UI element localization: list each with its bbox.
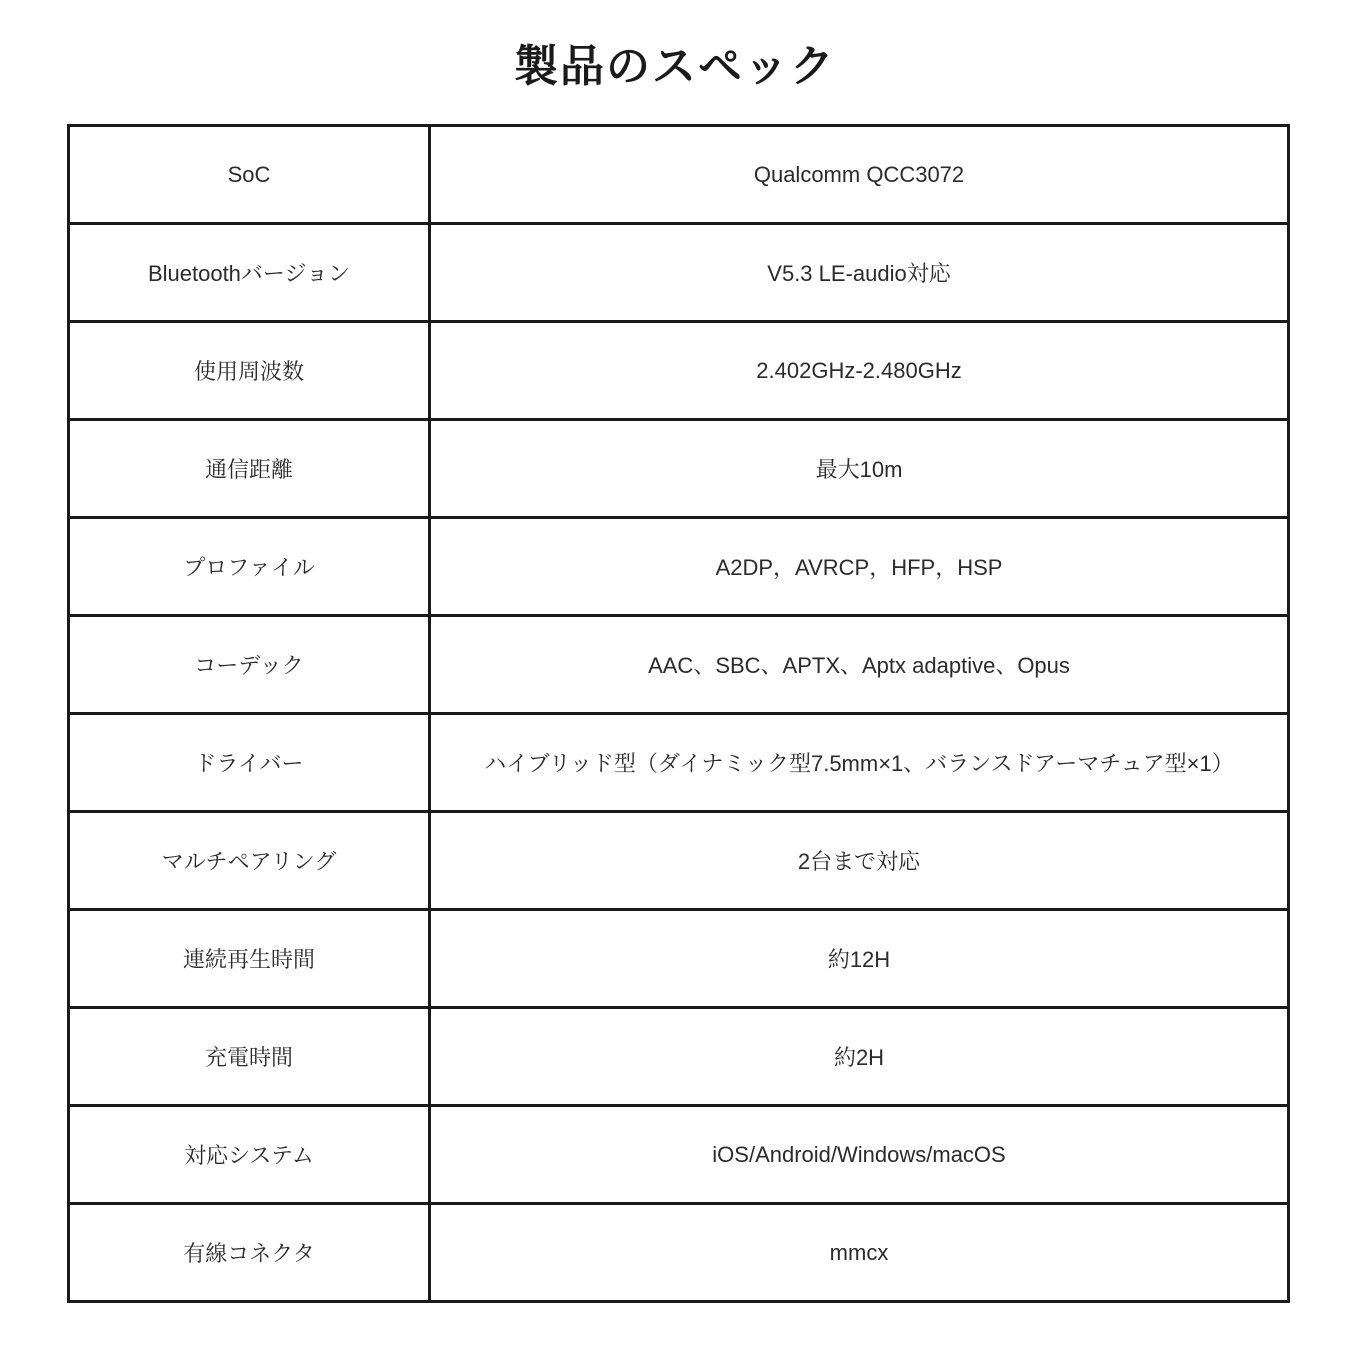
table-row bbox=[69, 1008, 1289, 1106]
spec-table bbox=[67, 124, 1290, 1303]
spec-label-profiles: プロファイル bbox=[69, 518, 430, 616]
spec-value-frequency: 2.402GHz-2.480GHz bbox=[430, 322, 1289, 420]
spec-value-playback-time: 約12H bbox=[430, 910, 1289, 1008]
page-title: 製品のスペック bbox=[514, 42, 836, 91]
table-row bbox=[69, 714, 1289, 812]
spec-label-wired-connector: 有線コネクタ bbox=[69, 1204, 430, 1302]
spec-value-soc: Qualcomm QCC3072 bbox=[430, 126, 1289, 224]
spec-label-multipairing: マルチペアリング bbox=[69, 812, 430, 910]
spec-label-playback-time: 連続再生時間 bbox=[69, 910, 430, 1008]
spec-label-bluetooth-version: Bluetoothバージョン bbox=[69, 224, 430, 322]
table-row bbox=[69, 322, 1289, 420]
table-row bbox=[69, 420, 1289, 518]
spec-value-charge-time: 約2H bbox=[430, 1008, 1289, 1106]
spec-label-driver: ドライバー bbox=[69, 714, 430, 812]
table-row bbox=[69, 812, 1289, 910]
table-row bbox=[69, 1204, 1289, 1302]
table-row bbox=[69, 616, 1289, 714]
table-row bbox=[69, 126, 1289, 224]
spec-value-range: 最大10m bbox=[430, 420, 1289, 518]
spec-value-systems: iOS/Android/Windows/macOS bbox=[430, 1106, 1289, 1204]
spec-label-codec: コーデック bbox=[69, 616, 430, 714]
spec-label-soc: SoC bbox=[69, 126, 430, 224]
spec-value-driver: ハイブリッド型（ダイナミック型7.5mm×1、バランスドアーマチュア型×1） bbox=[430, 714, 1289, 812]
table-row bbox=[69, 910, 1289, 1008]
table-row bbox=[69, 1106, 1289, 1204]
table-row bbox=[69, 518, 1289, 616]
spec-label-range: 通信距離 bbox=[69, 420, 430, 518]
spec-value-profiles: A2DP，AVRCP，HFP，HSP bbox=[430, 518, 1289, 616]
spec-value-codec: AAC、SBC、APTX、Aptx adaptive、Opus bbox=[430, 616, 1289, 714]
spec-label-frequency: 使用周波数 bbox=[69, 322, 430, 420]
spec-value-bluetooth-version: V5.3 LE-audio対応 bbox=[430, 224, 1289, 322]
table-row bbox=[69, 224, 1289, 322]
spec-value-wired-connector: mmcx bbox=[430, 1204, 1289, 1302]
spec-label-systems: 対応システム bbox=[69, 1106, 430, 1204]
spec-label-charge-time: 充電時間 bbox=[69, 1008, 430, 1106]
spec-value-multipairing: 2台まで対応 bbox=[430, 812, 1289, 910]
